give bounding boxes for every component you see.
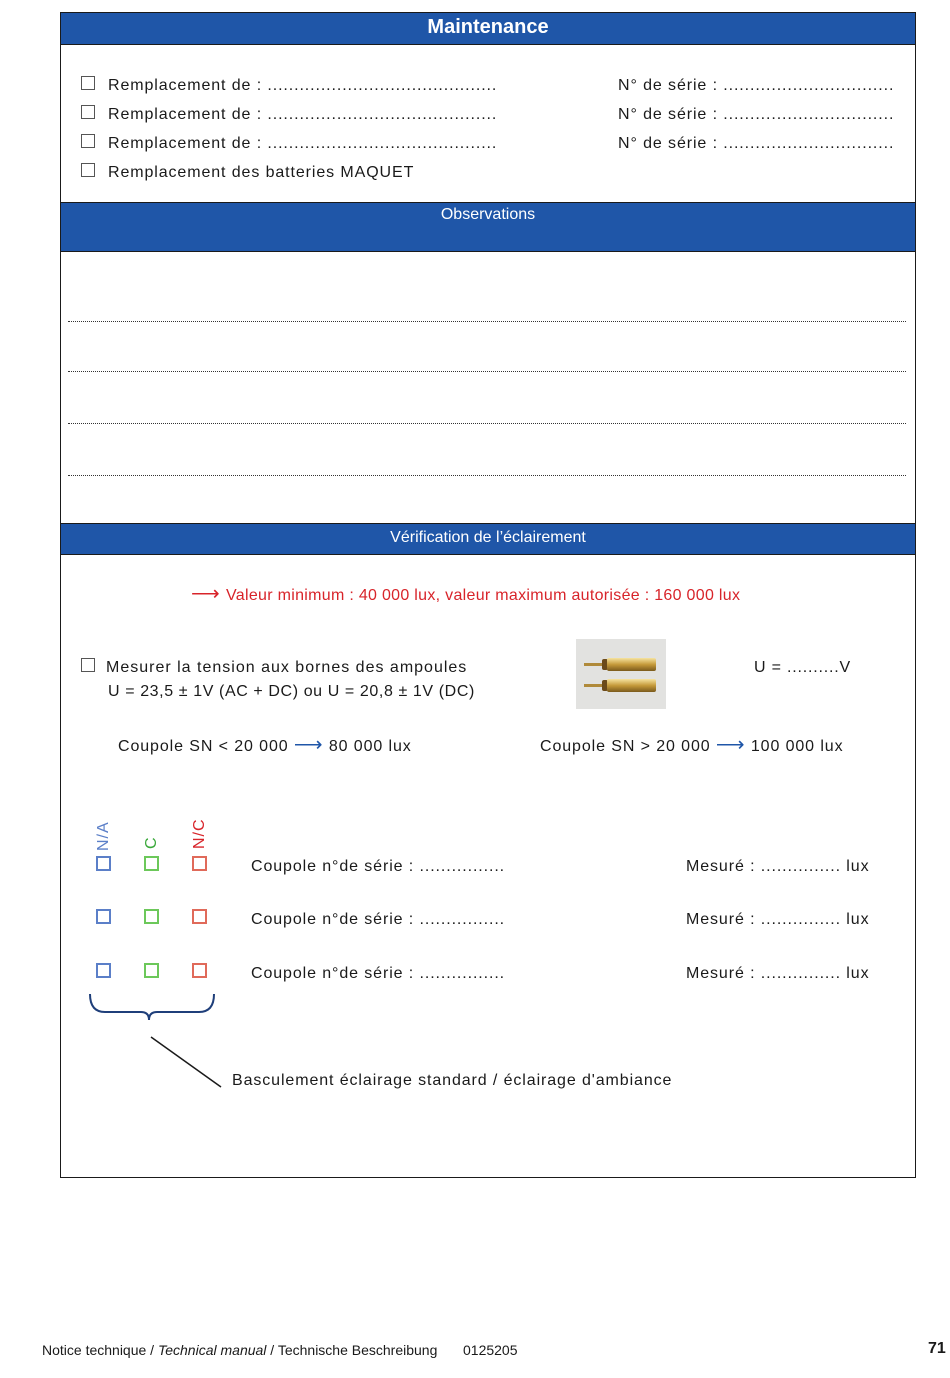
observations-header: Observations — [61, 202, 915, 252]
replacement-checkbox-2[interactable] — [81, 105, 95, 119]
measured-lux-1: Mesuré : ............... lux — [686, 858, 870, 875]
maintenance-header: Maintenance — [61, 13, 915, 45]
u-value-field[interactable]: U = ..........V — [754, 659, 851, 676]
col-c-header: C — [143, 836, 160, 849]
footer-doc-code: 0125205 — [463, 1342, 518, 1358]
page-number: 71 — [928, 1340, 946, 1357]
verification-header: Vérification de l’éclairement — [61, 523, 915, 555]
measured-lux-3: Mesuré : ............... lux — [686, 965, 870, 982]
col-nc-header: N/C — [191, 818, 208, 849]
coupole-serial-3: Coupole n°de série : ................ — [251, 965, 506, 982]
observation-line-3[interactable] — [68, 423, 906, 424]
coupole-low-rule: Coupole SN < 20 000 ⟶ 80 000 lux — [118, 734, 412, 756]
footer-doc-title: Notice technique / Technical manual / Technische Beschreibung — [42, 1342, 438, 1358]
measured-lux-2: Mesuré : ............... lux — [686, 911, 870, 928]
observation-line-4[interactable] — [68, 475, 906, 476]
serial-label-3: N° de série : ................................ — [618, 135, 895, 152]
col-na-header: N/A — [95, 821, 112, 851]
banana-plug-icon — [576, 639, 666, 709]
coupole-serial-1: Coupole n°de série : ................ — [251, 858, 506, 875]
c-checkbox-1[interactable] — [144, 856, 159, 871]
arrow-right-icon: ⟶ — [293, 734, 324, 756]
replacement-checkbox-3[interactable] — [81, 134, 95, 148]
nc-checkbox-1[interactable] — [192, 856, 207, 871]
replacement-checkbox-1[interactable] — [81, 76, 95, 90]
coupole-high-rule: Coupole SN > 20 000 ⟶ 100 000 lux — [540, 734, 844, 756]
form-frame — [60, 12, 916, 1178]
replacement-label-3: Remplacement de : ........................................... — [108, 135, 498, 152]
connector-photo — [576, 639, 666, 709]
observation-line-1[interactable] — [68, 321, 906, 322]
replacement-label-1: Remplacement de : ........................................... — [108, 77, 498, 94]
measure-voltage-checkbox[interactable] — [81, 658, 95, 672]
na-checkbox-2[interactable] — [96, 909, 111, 924]
voltage-spec: U = 23,5 ± 1V (AC + DC) ou U = 20,8 ± 1V (DC) — [108, 683, 475, 700]
na-checkbox-3[interactable] — [96, 963, 111, 978]
battery-checkbox[interactable] — [81, 163, 95, 177]
coupole-serial-2: Coupole n°de série : ................ — [251, 911, 506, 928]
arrow-right-icon: ⟶ — [715, 734, 746, 756]
replacement-label-2: Remplacement de : ........................................... — [108, 106, 498, 123]
c-checkbox-2[interactable] — [144, 909, 159, 924]
observation-line-2[interactable] — [68, 371, 906, 372]
na-checkbox-1[interactable] — [96, 856, 111, 871]
arrow-right-icon: ⟶ — [191, 583, 220, 605]
c-checkbox-3[interactable] — [144, 963, 159, 978]
nc-checkbox-2[interactable] — [192, 909, 207, 924]
serial-label-2: N° de série : ................................ — [618, 106, 895, 123]
serial-label-1: N° de série : ................................ — [618, 77, 895, 94]
lux-range-note: ⟶ Valeur minimum : 40 000 lux, valeur maximum autorisée : 160 000 lux — [191, 583, 741, 605]
measure-voltage-label: Mesurer la tension aux bornes des ampoules — [106, 659, 468, 676]
switch-note: Basculement éclairage standard / éclairage d'ambiance — [232, 1072, 673, 1089]
nc-checkbox-3[interactable] — [192, 963, 207, 978]
battery-label: Remplacement des batteries MAQUET — [108, 164, 415, 181]
